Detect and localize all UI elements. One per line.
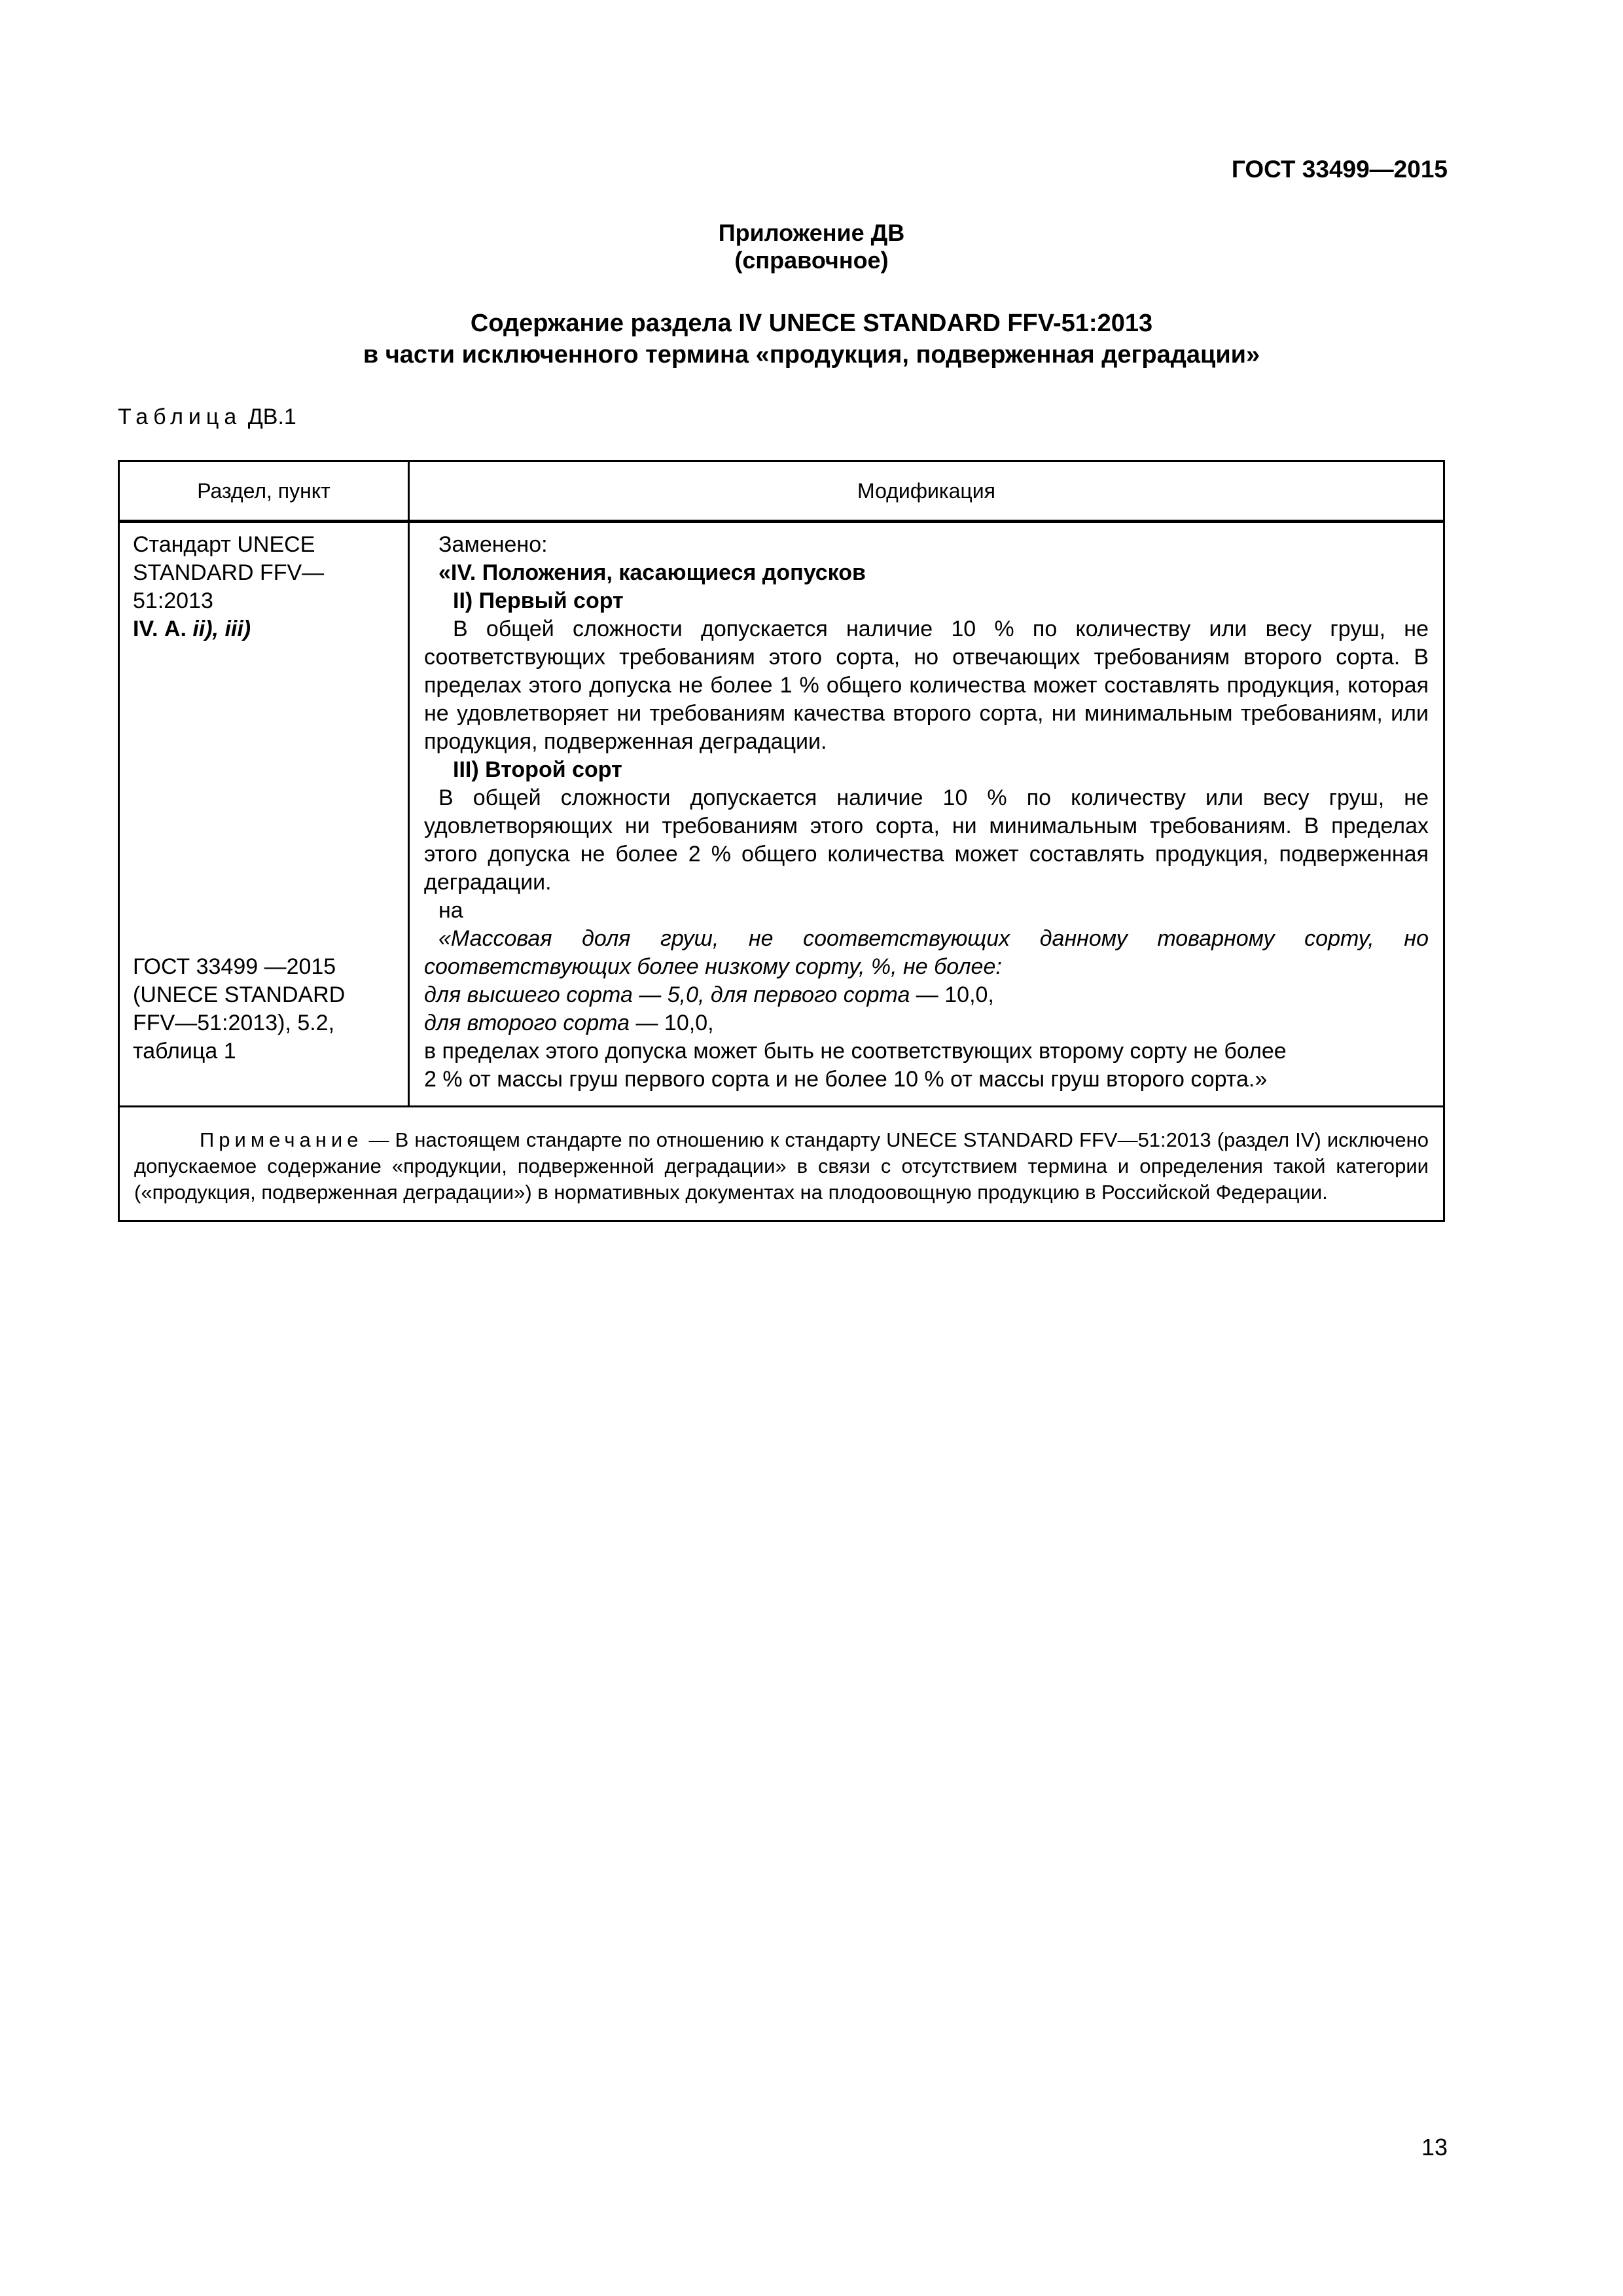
second-grade-label: для второго сорта xyxy=(424,1011,630,1035)
left-reference xyxy=(133,615,395,643)
second-grade-text: В общей сложности допускается наличие 10 % по количеству или весу груш, не удовлетворяющих ни требованиям этого сорта, ни минимальным требованиям. В пределах этого допуска не более 2 % общего количества может составлять продукция, подверженная деградации. xyxy=(424,785,1429,895)
first-grade-title: II) Первый сорт xyxy=(453,588,624,613)
appendix-heading xyxy=(0,219,1623,274)
modification-cell xyxy=(409,522,1444,1107)
header-modification: Модификация xyxy=(409,461,1444,522)
appendix-type: (справочное) xyxy=(734,247,889,274)
table-caption-word: Таблица xyxy=(118,404,242,429)
left-bottom-line: FFV—51:2013), 5.2, xyxy=(133,1011,335,1035)
left-reference-italic: ii), iii) xyxy=(192,617,251,641)
final-line-2: 2 % от массы груш первого сорта и не более 10 % от массы груш второго сорта.» xyxy=(424,1067,1268,1092)
left-bottom-line: ГОСТ 33499 —2015 xyxy=(133,954,336,979)
highest-grade-text: для высшего сорта — 5,0, для первого сорта xyxy=(424,982,910,1007)
table-row xyxy=(119,522,1444,1107)
title-line-1: Содержание раздела IV UNECE STANDARD FFV-51:2013 xyxy=(470,310,1153,337)
highest-grade-line xyxy=(424,981,1429,1009)
table-caption-number: ДВ.1 xyxy=(247,404,296,429)
on-word: на xyxy=(438,898,463,923)
appendix-label: Приложение ДВ xyxy=(718,219,905,246)
title-line-2: в части исключенного термина «продукция, подверженная деградации» xyxy=(363,341,1260,368)
left-spacer xyxy=(133,643,395,953)
final-line-1: в пределах этого допуска может быть не соответствующих второму сорту не более xyxy=(424,1039,1287,1064)
page-number: 13 xyxy=(1421,2134,1448,2161)
note-label: Примечание xyxy=(200,1128,363,1151)
first-grade-text: В общей сложности допускается наличие 10 % по количеству или весу груш, не соответствующих требованиям этого сорта, но отвечающих требованиям второго сорта. В пределах этого допуска не более 1 % общего количества может составлять продукция, которая не удовлетворяет ни требованиям качества второго сорта, ни минимальным требованиям, или продукция, подверженная деградации. xyxy=(424,617,1429,754)
second-grade-title: III) Второй сорт xyxy=(453,757,622,782)
left-bottom-line: таблица 1 xyxy=(133,1039,236,1064)
table-caption xyxy=(118,404,296,430)
highest-grade-value: — 10,0, xyxy=(910,982,994,1007)
header-section-point: Раздел, пункт xyxy=(119,461,409,522)
left-top-line: 51:2013 xyxy=(133,588,213,613)
section-point-cell xyxy=(119,522,409,1107)
section-title: «IV. Положения, касающиеся допусков xyxy=(438,560,866,585)
left-top-line: STANDARD FFV— xyxy=(133,560,325,585)
second-grade-line xyxy=(424,1009,1429,1037)
note-row xyxy=(119,1107,1444,1221)
left-top-line: Стандарт UNECE xyxy=(133,532,315,557)
second-grade-value: — 10,0, xyxy=(630,1011,714,1035)
note-text: — В настоящем стандарте по отношению к стандарту UNECE STANDARD FFV—51:2013 (раздел IV) исключено допускаемое содержание «продукции, подверженной деградации» в связи с отсутствием термина и определения такой категории («продукция, подверженная деградации») в нормативных документах на плодоовощную продукцию в Российской Федерации. xyxy=(134,1128,1429,1204)
left-reference-plain: IV. А. xyxy=(133,617,193,641)
document-code: ГОСТ 33499—2015 xyxy=(1231,156,1448,183)
table-header-row xyxy=(119,461,1444,522)
new-text: «Массовая доля груш, не соответствующих данному товарному сорту, но соответствующих более низкому сорту, %, не более: xyxy=(424,926,1429,979)
modification-table xyxy=(118,460,1445,1222)
left-bottom-line: (UNECE STANDARD xyxy=(133,982,346,1007)
note-cell xyxy=(119,1107,1444,1221)
appendix-title xyxy=(0,308,1623,370)
replaced-label: Заменено: xyxy=(438,532,548,557)
